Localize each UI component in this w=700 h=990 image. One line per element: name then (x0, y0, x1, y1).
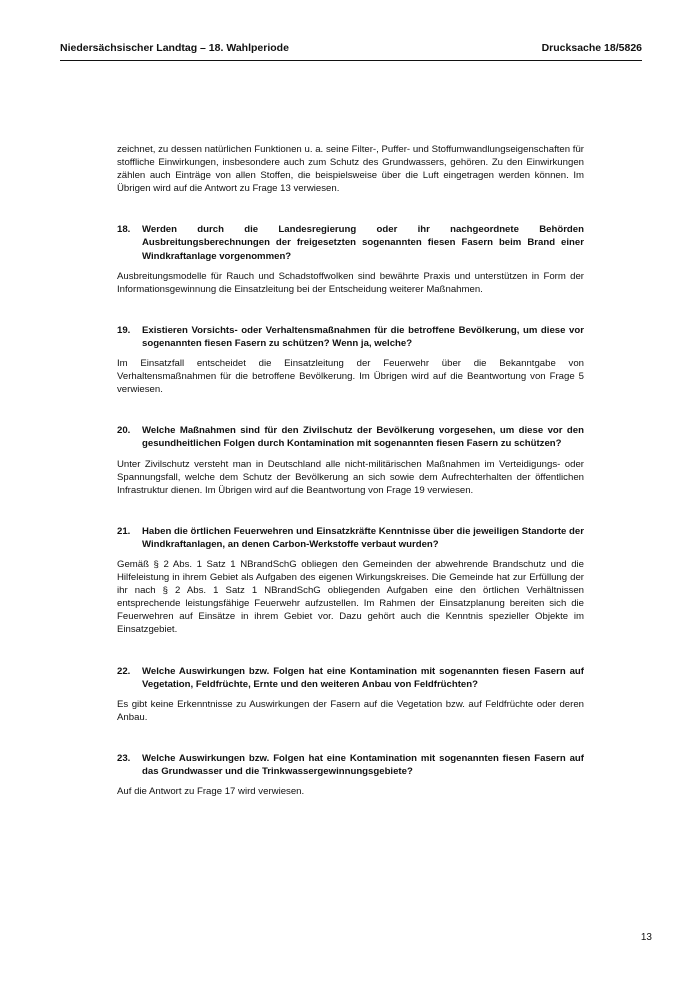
question-item (117, 223, 584, 295)
question-number: 20. (117, 425, 131, 437)
question-heading (117, 223, 584, 262)
question-item (117, 525, 584, 637)
question-item (117, 665, 584, 724)
document-body (117, 143, 584, 826)
question-item (117, 424, 584, 496)
question-item (117, 752, 584, 798)
answer-text: Es gibt keine Erkenntnisse zu Auswirkungen der Fasern auf die Vegetation bzw. auf Feldfrüchte oder deren Anbau. (117, 698, 584, 723)
page-header (60, 42, 642, 58)
question-text: Welche Auswirkungen bzw. Folgen hat eine Kontamination mit sogenannten fiesen Fasern auf Vegetation, Feldfrüchte, Ernte und den weiteren Anbau von Feldfrüchten? (142, 665, 584, 690)
answer-text: Gemäß § 2 Abs. 1 Satz 1 NBrandSchG obliegen den Gemeinden der abwehrende Brandschutz und die Hilfeleistung in ihrem Gebiet als Aufgaben des eigenen Wirkungskreises. Die Gemeinde hat zur Erfüllung der ihr nach § 2 Abs. 1 Satz 1 NBrandSchG obliegenden Aufgaben eine den örtlichen Verhältnissen entsprechende leistungsfähige Feuerwehr aufzustellen. Im Rahmen der Einsatzplanung bereiten sich die Feuerwehren auf Einsätze in ihrem Gebiet vor. Dazu gehört auch die Kenntnis spezieller Objekte im Einsatzgebiet. (117, 558, 584, 636)
question-heading (117, 525, 584, 551)
answer-text: Auf die Antwort zu Frage 17 wird verwiesen. (117, 786, 305, 798)
page-number: 13 (640, 932, 652, 943)
answer-text: Unter Zivilschutz versteht man in Deutschland alle nicht-militärischen Maßnahmen im Verteidigungs- oder Spannungsfall, welche dem Schutz der Bevölkerung an sich sowie dem Aufrechterhalten der öffentlichen Infrastruktur dienen. Im Übrigen wird auf die Beantwortung von Frage 19 verwiesen. (117, 458, 584, 496)
header-document-number: Drucksache 18/5826 (541, 42, 642, 54)
question-number: 23. (117, 752, 131, 764)
answer-text: Im Einsatzfall entscheidet die Einsatzleitung der Feuerwehr über die Bekanntgabe von Verhaltensmaßnahmen für die betroffene Bevölkerung. Im Übrigen wird auf die Beantwortung von Frage 5 verwiesen. (117, 358, 584, 396)
header-publication: Niedersächsischer Landtag – 18. Wahlperiode (60, 42, 289, 54)
question-text: Welche Auswirkungen bzw. Folgen hat eine Kontamination mit sogenannten fiesen Fasern auf das Grundwasser und die Trinkwassergewinnungsgebiete? (142, 752, 584, 777)
question-text: Werden durch die Landesregierung oder ihr nachgeordnete Behörden Ausbreitungsberechnungen der freigesetzten sogenannten fiesen Fasern beim Brand einer Windkraftanlage vorgenommen? (142, 224, 584, 262)
answer-text: Ausbreitungsmodelle für Rauch und Schadstoffwolken sind bewährte Praxis und unterstützen in Form der Informationsgewinnung die Einsatzleitung bei der Entscheidung weiterer Maßnahmen. (117, 270, 584, 295)
question-heading (117, 665, 584, 691)
question-number: 18. (117, 224, 131, 236)
question-number: 21. (117, 525, 131, 537)
question-heading (117, 752, 584, 778)
question-heading (117, 324, 584, 350)
continued-answer-paragraph: zeichnet, zu dessen natürlichen Funktionen u. a. seine Filter-, Puffer- und Stoffumwandlungseigenschaften für stoffliche Einwirkungen, insbesondere auch zum Schutz des Grundwassers, gehören. Zu den Einwirkungen zählen auch Einträge von allen Stoffen, die beispielsweise über die Luft eingetragen werden können. Im Übrigen wird auf die Antwort zu Frage 13 verwiesen. (117, 144, 584, 195)
question-text: Haben die örtlichen Feuerwehren und Einsatzkräfte Kenntnisse über die jeweiligen Standorte der Windkraftanlagen, an denen Carbon-Werkstoffe verbaut wurden? (142, 525, 584, 550)
question-item (117, 324, 584, 396)
question-heading (117, 424, 584, 450)
question-number: 22. (117, 665, 131, 677)
question-text: Existieren Vorsichts- oder Verhaltensmaßnahmen für die betroffene Bevölkerung, um diese vor sogenannten fiesen Fasern zu schützen? Wenn ja, welche? (142, 324, 584, 349)
question-number: 19. (117, 324, 131, 336)
question-text: Welche Maßnahmen sind für den Zivilschutz der Bevölkerung vorgesehen, um diese vor den gesundheitlichen Folgen durch Kontamination mit sogenannten fiesen Fasern zu schützen? (142, 425, 584, 450)
header-divider (60, 60, 642, 61)
